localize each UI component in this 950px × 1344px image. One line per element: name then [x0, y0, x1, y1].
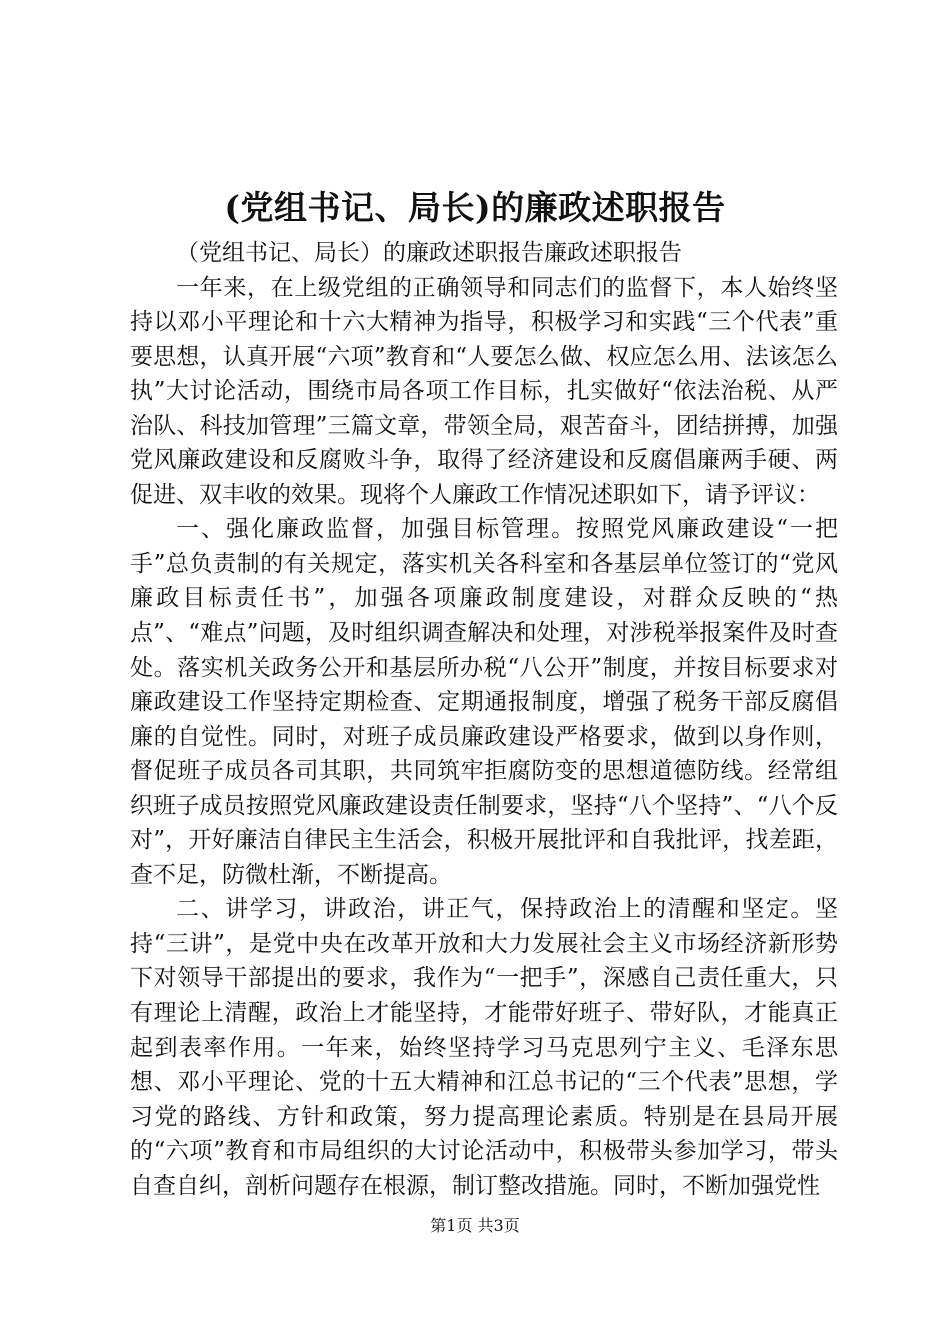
paragraph-subtitle: （党组书记、局长）的廉政述职报告廉政述职报告	[176, 240, 682, 266]
paragraph-section-one: 一、强化廉政监督，加强目标管理。按照党风廉政建设“一把手”总负责制的有关规定，落实机关各科室和各基层单位签订的“党风廉政目标责任书”，加强各项廉政制度建设，对群众反映的“热点”、“难点”问题，及时组织调查解决和处理，对涉税举报案件及时查处。落实机关政务公开和基层所办税“八公开”制度，并按目标要求对廉政建设工作坚持定期检查、定期通报制度，增强了税务干部反腐倡廉的自觉性。同时，对班子成员廉政建设严格要求，做到以身作则，督促班子成员各司其职，共同筑牢拒腐防变的思想道德防线。经常组织班子成员按照党风廉政建设责任制要求，坚持“八个坚持”、“八个反对”，开好廉洁自律民主生活会，积极开展批评和自我批评，找差距，查不足，防微杜渐，不断提高。	[130, 516, 838, 888]
page-footer: 第1页 共3页	[430, 1216, 520, 1235]
paragraph-intro: 一年来，在上级党组的正确领导和同志们的监督下，本人始终坚持以邓小平理论和十六大精神为指导，积极学习和实践“三个代表”重要思想，认真开展“六项”教育和“人要怎么做、权应怎么用、法该怎么执”大讨论活动，围绕市局各项工作目标，扎实做好“依法治税、从严治队、科技加管理”三篇文章，带领全局，艰苦奋斗，团结拼搏，加强党风廉政建设和反腐败斗争，取得了经济建设和反腐倡廉两手硬、两促进、双丰收的效果。现将个人廉政工作情况述职如下，请予评议：	[130, 274, 838, 508]
document-body	[130, 236, 838, 1203]
paragraph-section-two: 二、讲学习，讲政治，讲正气，保持政治上的清醒和坚定。坚持“三讲”，是党中央在改革开放和大力发展社会主义市场经济新形势下对领导干部提出的要求，我作为“一把手”，深感自己责任重大，只有理论上清醒，政治上才能坚持，才能带好班子、带好队，才能真正起到表率作用。一年来，始终坚持学习马克思列宁主义、毛泽东思想、邓小平理论、党的十五大精神和江总书记的“三个代表”思想，学习党的路线、方针和政策，努力提高理论素质。特别是在县局开展的“六项”教育和市局组织的大讨论活动中，积极带头参加学习，带头自查自纠，剖析问题存在根源，制订整改措施。同时，不断加强党性	[130, 896, 838, 1199]
document-title: (党组书记、局长)的廉政述职报告	[224, 188, 726, 227]
